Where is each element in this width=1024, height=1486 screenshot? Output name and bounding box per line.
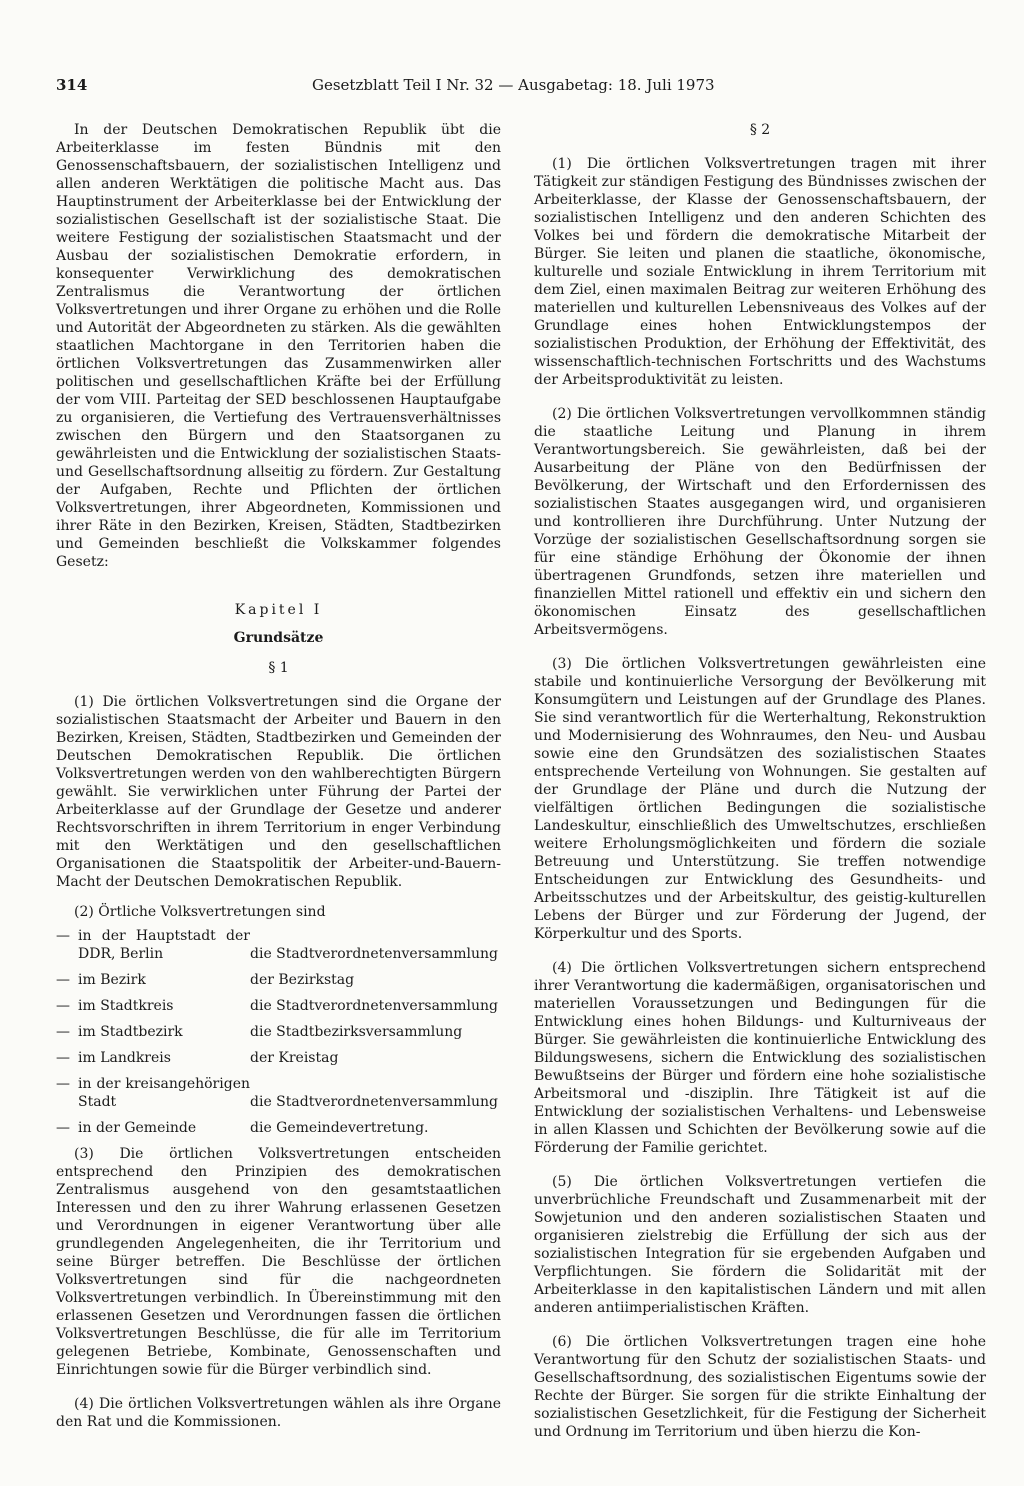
list-body: die Gemeindevertretung. [250, 1120, 429, 1136]
list-dash: — [56, 1024, 70, 1040]
section-2-paragraph-5: (5) Die örtlichen Volksvertretungen vertiefen die unverbrüchliche Freundschaft und Zusammenarbeit mit der Sowjetunion und den anderen sozialistischen Staaten und organisieren zielstrebig die Erfüllung der sich aus der sozialistischen Integration für sie ergebenden Aufgaben und Verpflichtungen. Sie fördern die Solidarität mit der Arbeiterklasse in den kapitalistischen Ländern und mit allen anderen antiimperialistischen Kräften. [534, 1174, 986, 1316]
list-item [56, 971, 501, 997]
section-2-paragraph-2: (2) Die örtlichen Volksvertretungen vervollkommnen ständig die staatliche Leitung und Planung in ihrem Verantwortungsbereich. Sie gewährleisten, daß bei der Ausarbeitung der Pläne von den Bedürfnissen der Bevölkerung, der Wirtschaft und den Erfordernissen des sozialistischen Staates ausgegangen wird, und organisieren und kontrollieren ihre Durchführung. Unter Nutzung der Vorzüge der sozialistischen Gesellschaftsordnung sorgen sie für eine ständige Erhöhung der Ökonomie der ihnen übertragenen Grundfonds, setzen ihre materiellen und finanziellen Mittel rationell und effektiv ein und sichern den ökonomischen Einsatz des gesellschaftlichen Arbeitsvermögens. [534, 406, 986, 638]
section-1-paragraph-2-intro: (2) Örtliche Volksvertretungen sind [74, 904, 326, 920]
list-body: die Stadtverordnetenversammlung [250, 998, 498, 1014]
list-place: in der Gemeinde [78, 1120, 197, 1136]
chapter-title: Grundsätze [233, 630, 324, 646]
section-2-paragraph-1: (1) Die örtlichen Volksvertretungen tragen mit ihrer Tätigkeit zur ständigen Festigung des Bündnisses zwischen der Arbeiterklasse, der Klasse der Genossenschaftsbauern, der sozialistischen Intelligenz und den anderen Schichten des Volkes bei und fördern die demokratische Mitarbeit der Bürger. Sie leiten und planen die staatliche, ökonomische, kulturelle und soziale Entwicklung in ihrem Territorium mit dem Ziel, einen maximalen Beitrag zur weiteren Erhöhung des materiellen und kulturellen Lebensniveaus des Volkes auf der Grundlage eines hohen Entwicklungstempos der sozialistischen Produktion, der Erhöhung der Effektivität, des wissenschaftlich-technischen Fortschritts und des Wachstums der Arbeitsproduktivität zu leisten. [534, 156, 986, 388]
page-number: 314 [56, 76, 88, 94]
section-1-paragraph-4: (4) Die örtlichen Volksvertretungen wählen als ihre Organe den Rat und die Kommissionen. [56, 1396, 501, 1430]
list-body: die Stadtverordnetenversammlung [250, 946, 498, 962]
list-place: im Landkreis [78, 1050, 171, 1066]
list-dash: — [56, 1120, 70, 1136]
chapter-label: Kapitel I [234, 602, 323, 618]
list-item [56, 1023, 501, 1049]
preamble: In der Deutschen Demokratischen Republik übt die Arbeiterklasse im festen Bündnis mit den Genossenschaftsbauern, der sozialistischen Intelligenz und allen anderen Werktätigen die politische Macht aus. Das Hauptinstrument der Arbeiterklasse bei der Entwicklung der sozialistischen Gesellschaft ist der sozialistische Staat. Die weitere Festigung der sozialistischen Staatsmacht und der Ausbau der sozialistischen Demokratie erfordern, in konsequenter Verwirklichung des demokratischen Zentralismus die Verantwortung der örtlichen Volksvertretungen und ihrer Organe zu erhöhen und die Rolle und Autorität der Abgeordneten zu stärken. Als die gewählten staatlichen Machtorgane in den Territorien haben die örtlichen Volksvertretungen das Zusammenwirken aller politischen und gesellschaftlichen Kräfte bei der Erfüllung der vom VIII. Parteitag der SED beschlossenen Hauptaufgabe zu organisieren, die Vertiefung des Vertrauensverhältnisses zwischen den Bürgern und den Staatsorganen zu gewährleisten und die Entwicklung der sozialistischen Staats- und Gesellschaftsordnung allseitig zu fördern. Zur Gestaltung der Aufgaben, Rechte und Pflichten der örtlichen Volksvertretungen, ihrer Abgeordneten, Kommissionen und ihrer Räte in den Bezirken, Kreisen, Städten, Stadtbezirken und Gemeinden beschließt die Volkskammer folgendes Gesetz: [56, 122, 501, 570]
list-body: die Stadtbezirksversammlung [250, 1024, 463, 1040]
list-dash: — [56, 1050, 70, 1066]
list-place: in der kreisangehörigen Stadt [78, 1076, 250, 1110]
section-1-paragraph-1: (1) Die örtlichen Volksvertretungen sind die Organe der sozialistischen Staatsmacht der Arbeiter und Bauern in den Bezirken, Kreisen, Städten, Stadtbezirken und Gemeinden der Deutschen Demokratischen Republik. Die örtlichen Volksvertretungen werden von den wahlberechtigten Bürgern gewählt. Sie verwirklichen unter Führung der Partei der Arbeiterklasse auf der Grundlage der Gesetze und anderer Rechtsvorschriften in ihrem Territorium in enger Verbindung mit den Werktätigen und den gesellschaftlichen Organisationen die Staatspolitik der Arbeiter-und-Bauern-Macht der Deutschen Demokratischen Republik. [56, 694, 501, 890]
page-header [56, 76, 732, 100]
section-1-paragraph-3: (3) Die örtlichen Volksvertretungen entscheiden entsprechend den Prinzipien des demokratischen Zentralismus ausgehend von den gesamtstaatlichen Interessen und den zu ihrer Wahrung erlassenen Gesetzen und Verordnungen in eigener Verantwortung über alle grundlegenden Angelegenheiten, die ihr Territorium und seine Bürger betreffen. Die Beschlüsse der örtlichen Volksvertretungen sind für die nachgeordneten Volksvertretungen verbindlich. In Übereinstimmung mit den erlassenen Gesetzen und Verordnungen fassen die örtlichen Volksvertretungen Beschlüsse, die für alle im Territorium gelegenen Betriebe, Kombinate, Genossenschaften und Einrichtungen sowie für die Bürger verbindlich sind. [56, 1146, 501, 1378]
list-dash: — [56, 972, 70, 988]
section-2-paragraph-4: (4) Die örtlichen Volksvertretungen sichern entsprechend ihrer Verantwortung die kadermäßigen, organisatorischen und materiellen Voraussetzungen und Bedingungen für die Entwicklung eines hohen Bildungs- und Kulturniveaus der Bürger. Sie gewährleisten die kontinuierliche Entwicklung des Bildungswesens, sichern die Entwicklung des sozialistischen Bewußtseins der Bürger und fördern eine hohe sozialistische Arbeitsmoral und -disziplin. Ihre Tätigkeit ist auf die Entwicklung der sozialistischen Verhaltens- und Lebensweise in allen Klassen und Schichten der Bevölkerung sowie auf die Förderung der Familie gerichtet. [534, 960, 986, 1156]
list-item [56, 1075, 501, 1119]
list-place: im Stadtkreis [78, 998, 174, 1014]
list-item [56, 1049, 501, 1075]
list-place: in der Hauptstadt der DDR, Berlin [78, 928, 250, 962]
list-dash: — [56, 1076, 70, 1092]
list-item [56, 1119, 501, 1145]
list-place: im Bezirk [78, 972, 146, 988]
list-place: im Stadtbezirk [78, 1024, 183, 1040]
list-body: die Stadtverordnetenversammlung [250, 1094, 498, 1110]
section-2-paragraph-6: (6) Die örtlichen Volksvertretungen tragen eine hohe Verantwortung für den Schutz der sozialistischen Staats- und Gesellschaftsordnung, des sozialistischen Eigentums sowie der Rechte der Bürger. Sie sorgen für die strikte Einhaltung der sozialistischen Gesetzlichkeit, für die Festigung der Sicherheit und Ordnung im Territorium und üben hierzu die Kon- [534, 1334, 986, 1440]
section-2-mark: § 2 [749, 122, 771, 138]
left-column [56, 121, 501, 1431]
section-2-paragraph-3: (3) Die örtlichen Volksvertretungen gewährleisten eine stabile und kontinuierliche Versorgung der Bevölkerung mit Konsumgütern und Leistungen auf der Grundlage des Planes. Sie sind verantwortlich für die Werterhaltung, Rekonstruktion und Modernisierung des Wohnraumes, den Neu- und Ausbau sowie eine den Grundsätzen des sozialistischen Staates entsprechende Verteilung von Wohnungen. Sie gestalten auf der Grundlage der Pläne und durch die Nutzung der vielfältigen örtlichen Bedingungen die sozialistische Landeskultur, einschließlich des Umweltschutzes, erschließen weitere Erholungsmöglichkeiten und fördern die soziale Betreuung und Unterstützung. Sie treffen notwendige Entscheidungen zur Entwicklung des Gesundheits- und Arbeitsschutzes und der Arbeitskultur, des geistig-kulturellen Lebens der Bürger und zur Förderung der Jugend, der Körperkultur und des Sports. [534, 656, 986, 942]
list-body: der Kreistag [250, 1050, 339, 1066]
list-dash: — [56, 998, 70, 1014]
running-head: Gesetzblatt Teil I Nr. 32 — Ausgabetag: 18. Juli 1973 [312, 76, 715, 94]
list-item [56, 927, 501, 971]
section-1-mark: § 1 [268, 660, 289, 676]
list-body: der Bezirkstag [250, 972, 355, 988]
representative-bodies-list [56, 927, 501, 1145]
list-dash: — [56, 928, 70, 944]
right-column [534, 121, 986, 1441]
list-item [56, 997, 501, 1023]
